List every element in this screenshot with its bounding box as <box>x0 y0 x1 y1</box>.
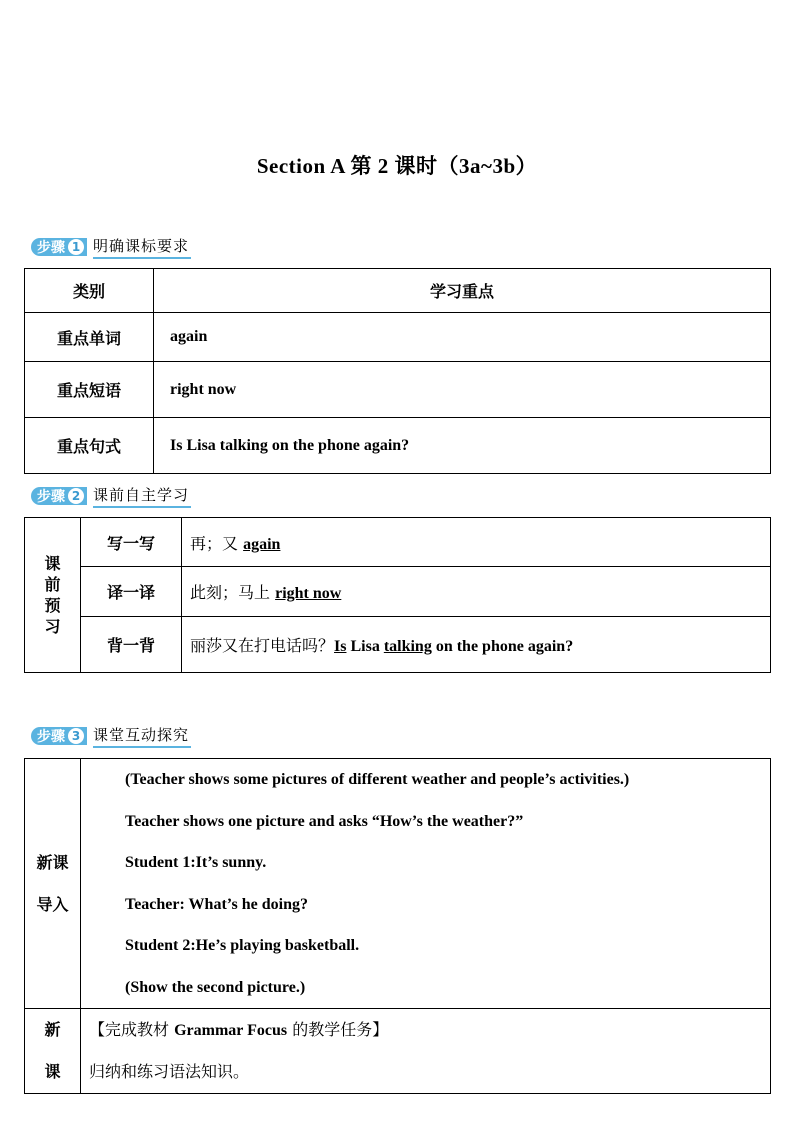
task-content: 此刻；马上 right now <box>182 567 771 617</box>
answer: right now <box>275 585 342 602</box>
table-header-row <box>25 269 771 313</box>
step-3-header <box>31 725 191 747</box>
new-lesson-side-label: 新 课 <box>25 1009 81 1094</box>
row-category: 重点短语 <box>25 362 154 418</box>
row-category: 重点句式 <box>25 418 154 474</box>
preview-side-label: 课 前 预 习 <box>25 518 81 673</box>
intro-row <box>25 759 771 1009</box>
row-category: 重点单词 <box>25 313 154 362</box>
table-row <box>25 518 771 567</box>
intro-side-label: 新课 导入 <box>25 759 81 1009</box>
step-1-label: 明确课标要求 <box>93 235 191 259</box>
preview-table <box>24 517 771 673</box>
row-content: again <box>154 313 771 362</box>
step-badge: 步骤 1 <box>31 238 87 256</box>
dialogue-line: Teacher shows one picture and asks “How’s the weather?” <box>125 812 524 830</box>
row-content: Is Lisa talking on the phone again? <box>154 418 771 474</box>
step-badge: 步骤 2 <box>31 487 87 505</box>
key-points-table <box>24 268 771 474</box>
table-row <box>25 418 771 474</box>
answer: Is <box>334 638 347 655</box>
step-1-header <box>31 236 191 258</box>
task-line: 【完成教材 Grammar Focus 的教学任务】 <box>89 1020 389 1039</box>
table-row <box>25 617 771 673</box>
task-label: 背一背 <box>81 617 182 673</box>
task-content: 丽莎又在打电话吗？Is Lisa talking on the phone again? <box>182 617 771 673</box>
dialogue-line: Student 1:It’s sunny. <box>125 854 267 871</box>
header-focus: 学习重点 <box>154 269 771 313</box>
dialogue-line: (Teacher shows some pictures of different weather and people’s activities.) <box>125 771 630 788</box>
table-row <box>25 567 771 617</box>
header-category: 类别 <box>25 269 154 313</box>
answer: again <box>243 535 281 553</box>
dialogue-line: Student 2:He’s playing basketball. <box>125 937 360 954</box>
step-badge: 步骤 3 <box>31 727 87 745</box>
task-line: 归纳和练习语法知识。 <box>89 1062 250 1081</box>
new-lesson-row <box>25 1009 771 1094</box>
table-row <box>25 313 771 362</box>
dialogue-line: (Show the second picture.) <box>125 978 306 996</box>
table-row <box>25 362 771 418</box>
step-3-label: 课堂互动探究 <box>93 724 191 748</box>
step-2-label: 课前自主学习 <box>93 484 191 508</box>
task-label: 译一译 <box>81 567 182 617</box>
task-label: 写一写 <box>81 518 182 567</box>
answer: talking <box>383 638 432 655</box>
page-title: Section A 第 2 课时（3a~3b） <box>256 154 538 178</box>
intro-content <box>81 759 771 1009</box>
task-content: 再；又 again <box>182 518 771 567</box>
row-content: right now <box>154 362 771 418</box>
new-lesson-content <box>81 1009 771 1094</box>
dialogue-line: Teacher: What’s he doing? <box>125 895 308 913</box>
step-2-header <box>31 485 191 507</box>
classroom-table <box>24 758 771 1094</box>
